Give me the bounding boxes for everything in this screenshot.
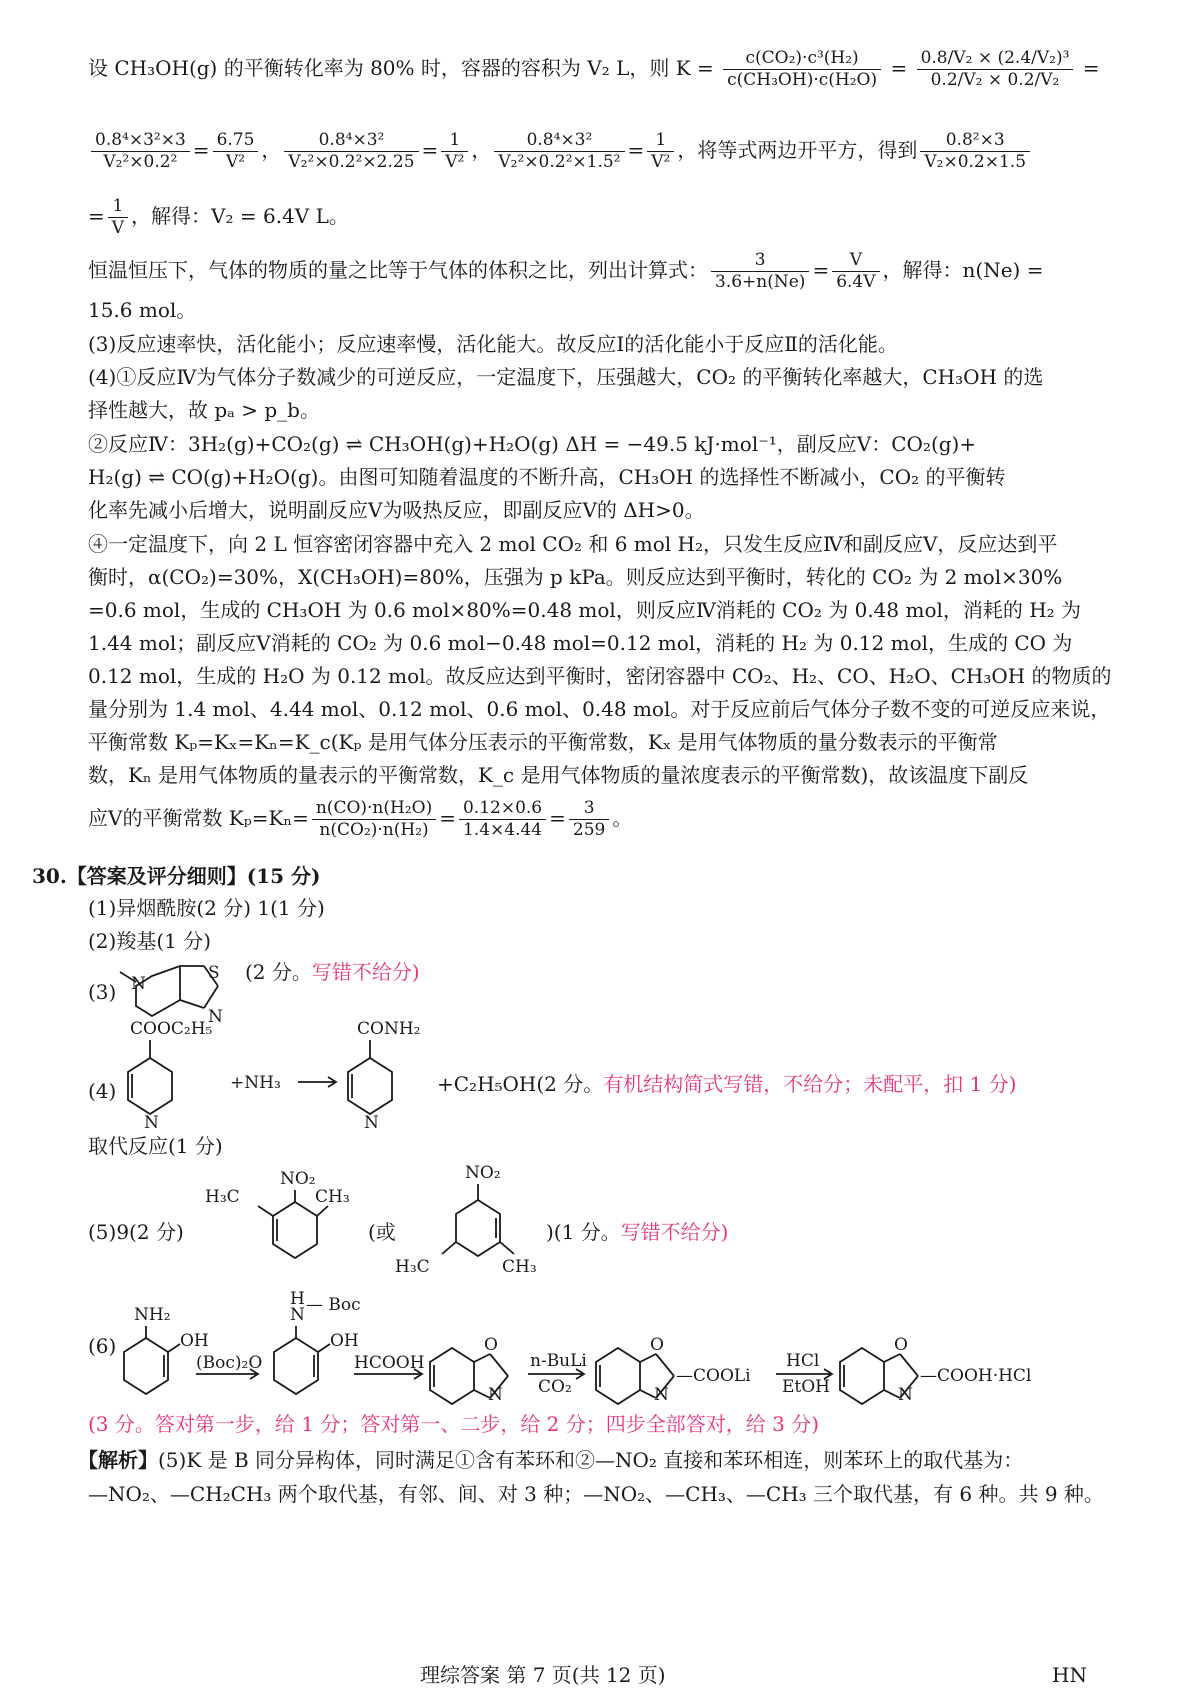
reagent-co2: CO₂ — [538, 1377, 572, 1397]
synthesis-route — [110, 1288, 1070, 1408]
hydroxyl-group: OH — [180, 1331, 209, 1351]
dimethylnitrobenzene-meta — [390, 1162, 550, 1282]
oxygen-label: O — [484, 1335, 498, 1355]
nitrogen-label: N — [364, 1113, 379, 1133]
text-line: H₂(g) ⇌ CO(g)+H₂O(g)。由图可知随着温度的不断升高，CH₃OH 的选择性不断减小，CO₂ 的平衡转 — [88, 465, 1006, 489]
text-line: ④一定温度下，向 2 L 恒容密闭容器中充入 2 mol CO₂ 和 6 mol H₂，只发生反应Ⅳ和副反应Ⅴ，反应达到平 — [88, 532, 1058, 556]
nitrogen-label: N — [144, 1113, 159, 1133]
analysis-line-1: 【解析】(5)K 是 B 同分异构体，同时满足①含有苯环和②—NO₂ 直接和苯环相连，则苯环上的取代基为： — [78, 1448, 1024, 1472]
answer-1: (1)异烟酰胺(2 分) 1(1 分) — [88, 896, 325, 920]
dimethylnitrobenzene-ortho — [200, 1168, 360, 1268]
text-line: 量分别为 1.4 mol、4.44 mol、0.12 mol、0.6 mol、0.48 mol。对于反应前后气体分子数不变的可逆反应来说， — [88, 697, 1111, 721]
answer-4-score: +C₂H₅OH(2 分。有机结构简式写错，不给分；未配平，扣 1 分) — [437, 1072, 1017, 1096]
reagent-boc2o: (Boc)₂O — [196, 1353, 263, 1373]
answer-3-label: (3) — [88, 980, 117, 1004]
reagent-nbuli: n-BuLi — [530, 1351, 587, 1371]
answer-6-label: (6) — [88, 1334, 117, 1358]
text-line: 衡时，α(CO₂)=30%，X(CH₃OH)=80%，压强为 p kPa。则反应达到平衡时，转化的 CO₂ 为 2 mol×30% — [88, 565, 1063, 589]
methyl-group: CH₃ — [315, 1187, 350, 1207]
text-line: (3)反应速率快，活化能小；反应速率慢，活化能大。故反应Ⅰ的活化能小于反应Ⅱ的活化能。 — [88, 332, 898, 356]
text-line: ②反应Ⅳ：3H₂(g)+CO₂(g) ⇌ CH₃OH(g)+H₂O(g) ΔH = −49.5 kJ·mol⁻¹，副反应Ⅴ：CO₂(g)+ — [88, 432, 977, 456]
fraction: $\frac{\text{0.8/V₂ × (2.4/V₂)³}}{\text{0.2/V₂ × 0.2/V₂}}$ — [917, 50, 1074, 89]
answer-5-label: (5)9(2 分) — [88, 1220, 184, 1244]
methyl-group: H₃C — [205, 1187, 240, 1207]
text-segment: 设 CH₃OH(g) 的平衡转化率为 80% 时，容器的容积为 V₂ L，则 K = — [88, 56, 714, 80]
hydrogen-label: H — [290, 1289, 305, 1309]
text-line: 数，Kₙ 是用气体物质的量表示的平衡常数，K_c 是用气体物质的量浓度表示的平衡常数)，故该温度下副反 — [88, 763, 1029, 787]
question-30-header: 30.【答案及评分细则】(15 分) — [32, 864, 321, 888]
equilibrium-line-2: $\frac{\text{0.8⁴×3²×3}}{\text{V₂²×0.2²}}$ = $\frac{6.75}{\text{V²}}$ ， $\frac{\text{0.8⁴×3²}}{\text{V₂²×0.2²×2.25}}$ = $\frac{1}{\text{V²}}$ ， $\frac{\text{0.8⁴×3²}}{\text{V₂²×0.2²×1.5²}}$ = $\frac{1}{\text{V²}}$ ，将等式两边开平方，得到 $\frac{\text{0.8²×3}}{\text{V₂×0.2×1.5}}$ — [88, 132, 1033, 171]
amino-group: NH₂ — [134, 1305, 171, 1325]
ester-group: COOC₂H₅ — [130, 1019, 213, 1039]
boc-group: — Boc — [306, 1295, 361, 1315]
ammonia-reactant: +NH₃ — [230, 1073, 281, 1093]
equilibrium-line-1: 设 CH₃OH(g) 的平衡转化率为 80% 时，容器的容积为 V₂ L，则 K = $\frac{\text{c(CO₂)·c³(H₂)}}{\text{c(CH₃OH)·c(H₂O)}}$ = $\frac{\text{0.8/V₂ × (2.4/V₂)³}}{\text{0.2/V₂ × 0.2/V₂}}$ = — [88, 48, 1100, 90]
equilibrium-line-20: 应Ⅴ的平衡常数 Kₚ=Kₙ= $\frac{\text{n(CO)·n(H₂O)}}{\text{n(CO₂)·n(H₂)}}$ = $\frac{0.12\times 0.6}{1.4\times 4.44}$ = $\frac{3}{259}$ 。 — [88, 798, 633, 840]
carboxylic-acid-hcl-group: —COOH·HCl — [920, 1366, 1032, 1386]
methyl-group: H₃C — [395, 1257, 430, 1277]
answer-5-score: )(1 分。写错不给分) — [546, 1220, 729, 1244]
text-line: 0.12 mol，生成的 H₂O 为 0.12 mol。故反应达到平衡时，密闭容器中 CO₂、H₂、CO、H₂O、CH₃OH 的物质的 — [88, 664, 1112, 688]
equilibrium-line-3: = $\frac{1}{V}$ ，解得：V₂ = 6.4V L。 — [88, 196, 349, 238]
methyl-group: CH₃ — [502, 1257, 537, 1277]
equilibrium-line-4: 恒温恒压下，气体的物质的量之比等于气体的体积之比，列出计算式： $\frac{3}{3.6+n(Ne)}$ = $\frac{V}{6.4V}$ ，解得：n(Ne) = — [88, 250, 1044, 292]
nitrogen-label: N — [898, 1385, 913, 1405]
oxygen-label: O — [894, 1335, 908, 1355]
nitro-group: NO₂ — [465, 1163, 501, 1183]
text-line: (4)①反应Ⅳ为气体分子数减少的可逆反应，一定温度下，压强越大，CO₂ 的平衡转化率越大，CH₃OH 的选 — [88, 365, 1044, 389]
text-line: 化率先减小后增大，说明副反应Ⅴ为吸热反应，即副反应Ⅴ的 ΔH>0。 — [88, 498, 705, 522]
reagent-hcooh: HCOOH — [354, 1353, 425, 1373]
text-line: 1.44 mol；副反应Ⅴ消耗的 CO₂ 为 0.6 mol−0.48 mol=0.12 mol，消耗的 H₂ 为 0.12 mol，生成的 CO 为 — [88, 631, 1073, 655]
hydroxyl-group: OH — [330, 1331, 359, 1351]
footer-region-code: HN — [1052, 1663, 1087, 1687]
text-line: 择性越大，故 pₐ > p_b。 — [88, 398, 320, 422]
text-line: =0.6 mol，生成的 CH₃OH 为 0.6 mol×80%=0.48 mol，则反应Ⅳ消耗的 CO₂ 为 0.48 mol，消耗的 H₂ 为 — [88, 598, 1082, 622]
answer-4-label: (4) — [88, 1079, 117, 1103]
lithium-carboxylate-group: —COOLi — [676, 1366, 751, 1386]
nitro-group: NO₂ — [280, 1169, 316, 1189]
analysis-line-2: —NO₂、—CH₂CH₃ 两个取代基，有邻、间、对 3 种；—NO₂、—CH₃、—CH₃ 三个取代基，有 6 种。共 9 种。 — [88, 1482, 1104, 1506]
nitrogen-label: N — [208, 1007, 223, 1027]
nitrogen-label: N — [488, 1385, 503, 1405]
amide-group: CONH₂ — [357, 1019, 421, 1039]
nitrogen-label: N — [654, 1385, 669, 1405]
sulfur-label: S — [208, 963, 220, 983]
text-line: 15.6 mol。 — [88, 298, 197, 322]
nitrogen-label: N — [131, 974, 146, 994]
nitrogen-label: N — [290, 1305, 305, 1325]
reagent-etoh: EtOH — [782, 1377, 831, 1397]
reagent-hcl: HCl — [786, 1351, 820, 1371]
answer-6-note: (3 分。答对第一步，给 1 分；答对第一、二步，给 2 分；四步全部答对，给 3 分) — [88, 1412, 820, 1436]
answer-3-score: (2 分。写错不给分) — [245, 960, 420, 984]
answer-2: (2)羧基(1 分) — [88, 929, 212, 953]
answer-5-or: (或 — [368, 1220, 396, 1244]
text-line: 平衡常数 Kₚ=Kₓ=Kₙ=K_c(Kₚ 是用气体分压表示的平衡常数，Kₓ 是用气体物质的量分数表示的平衡常 — [88, 730, 998, 754]
page-footer: 理综答案 第 7 页(共 12 页) — [420, 1663, 666, 1687]
fraction: $\frac{\text{c(CO₂)·c³(H₂)}}{\text{c(CH₃OH)·c(H₂O)}}$ — [723, 50, 881, 89]
answer-4-type: 取代反应(1 分) — [88, 1134, 223, 1158]
oxygen-label: O — [650, 1335, 664, 1355]
